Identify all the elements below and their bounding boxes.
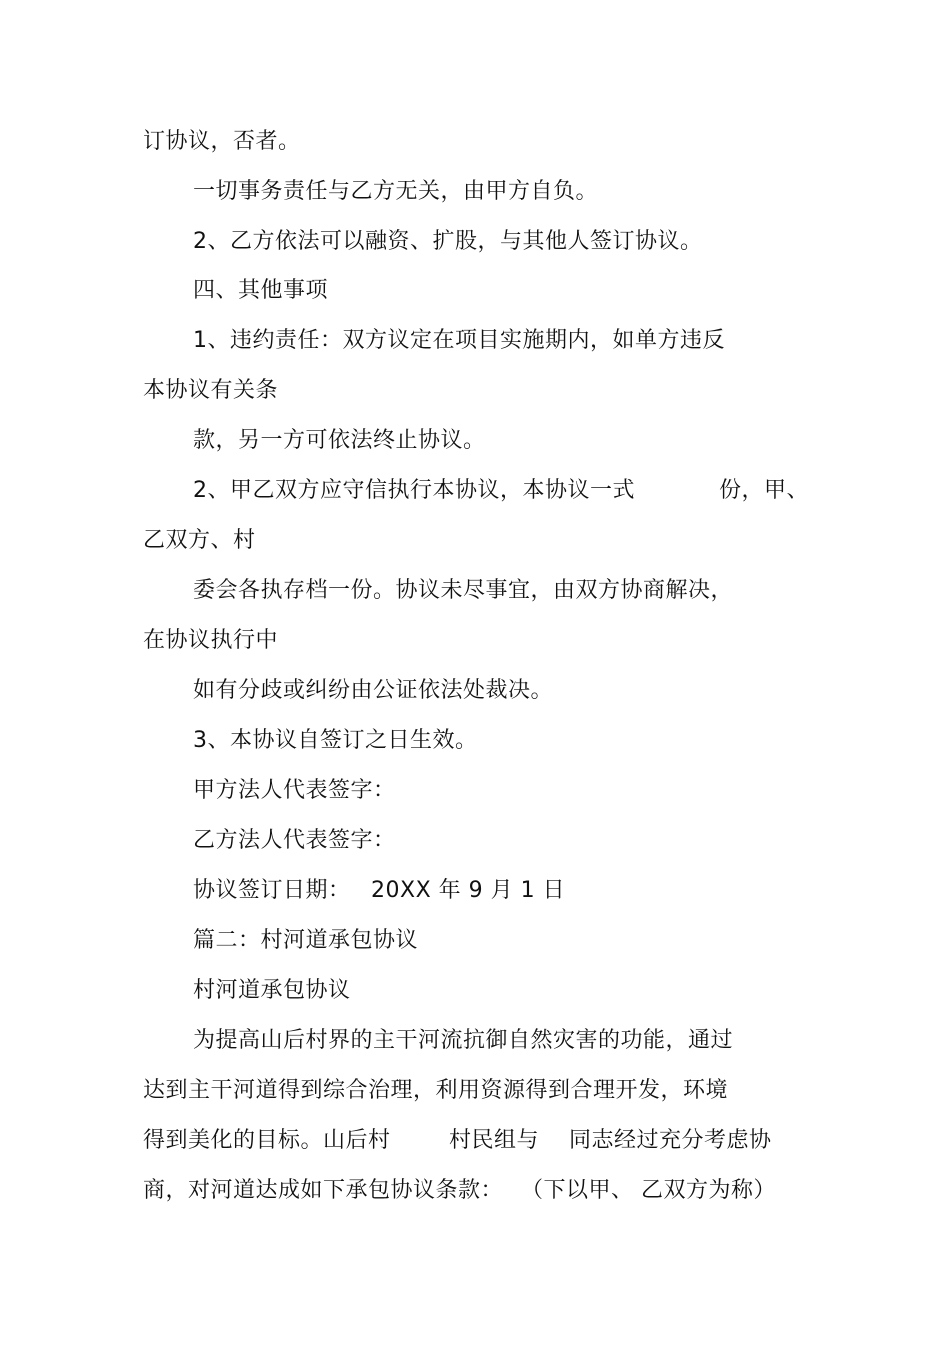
signing-date-value: 20XX 年 9 月 1 日 (371, 878, 566, 903)
text-segment: 2、甲乙双方应守信执行本协议，本协议一式 (193, 478, 635, 503)
text-line (143, 1176, 843, 1206)
text-segment: 村民组与 (449, 1128, 540, 1153)
text-line: 款，另一方可依法终止协议。 (193, 428, 486, 453)
text-line: 为提高山后村界的主干河流抗御自然灾害的功能，通过 (193, 1028, 734, 1053)
text-segment: 份，甲、 (719, 478, 810, 503)
text-line: 达到主干河道得到综合治理，利用资源得到合理开发，环境 (143, 1078, 729, 1103)
text-line: 在协议执行中 (143, 628, 279, 653)
text-segment: （下以甲、 乙双方为称） (521, 1178, 776, 1203)
signature-label-party-b: 乙方法人代表签字： (193, 828, 396, 853)
text-line: 委会各执存档一份。协议未尽事宜，由双方协商解决， (193, 578, 734, 603)
text-segment: 同志经过充分考虑协 (569, 1128, 772, 1153)
text-line: 1、违约责任：双方议定在项目实施期内，如单方违反 (193, 328, 725, 353)
section-heading: 篇二：村河道承包协议 (193, 928, 419, 953)
text-line: 乙双方、村 (143, 528, 256, 553)
text-line (193, 476, 813, 506)
signing-date-label: 协议签订日期： (193, 878, 351, 903)
text-line: 一切事务责任与乙方无关，由甲方自负。 (193, 179, 599, 204)
text-line: 订协议，否者。 (143, 129, 301, 154)
signature-label-party-a: 甲方法人代表签字： (193, 778, 396, 803)
section-heading: 四、其他事项 (193, 278, 329, 303)
text-line (143, 1126, 843, 1156)
text-line: 本协议有关条 (143, 378, 279, 403)
document-title: 村河道承包协议 (193, 978, 351, 1003)
text-segment: 商，对河道达成如下承包协议条款： (143, 1178, 504, 1203)
text-line: 2、乙方依法可以融资、扩股，与其他人签订协议。 (193, 229, 703, 254)
text-segment: 得到美化的目标。山后村 (143, 1128, 391, 1153)
signing-date-line (193, 876, 693, 906)
text-line: 如有分歧或纠纷由公证依法处裁决。 (193, 678, 554, 703)
text-line: 3、本协议自签订之日生效。 (193, 728, 478, 753)
